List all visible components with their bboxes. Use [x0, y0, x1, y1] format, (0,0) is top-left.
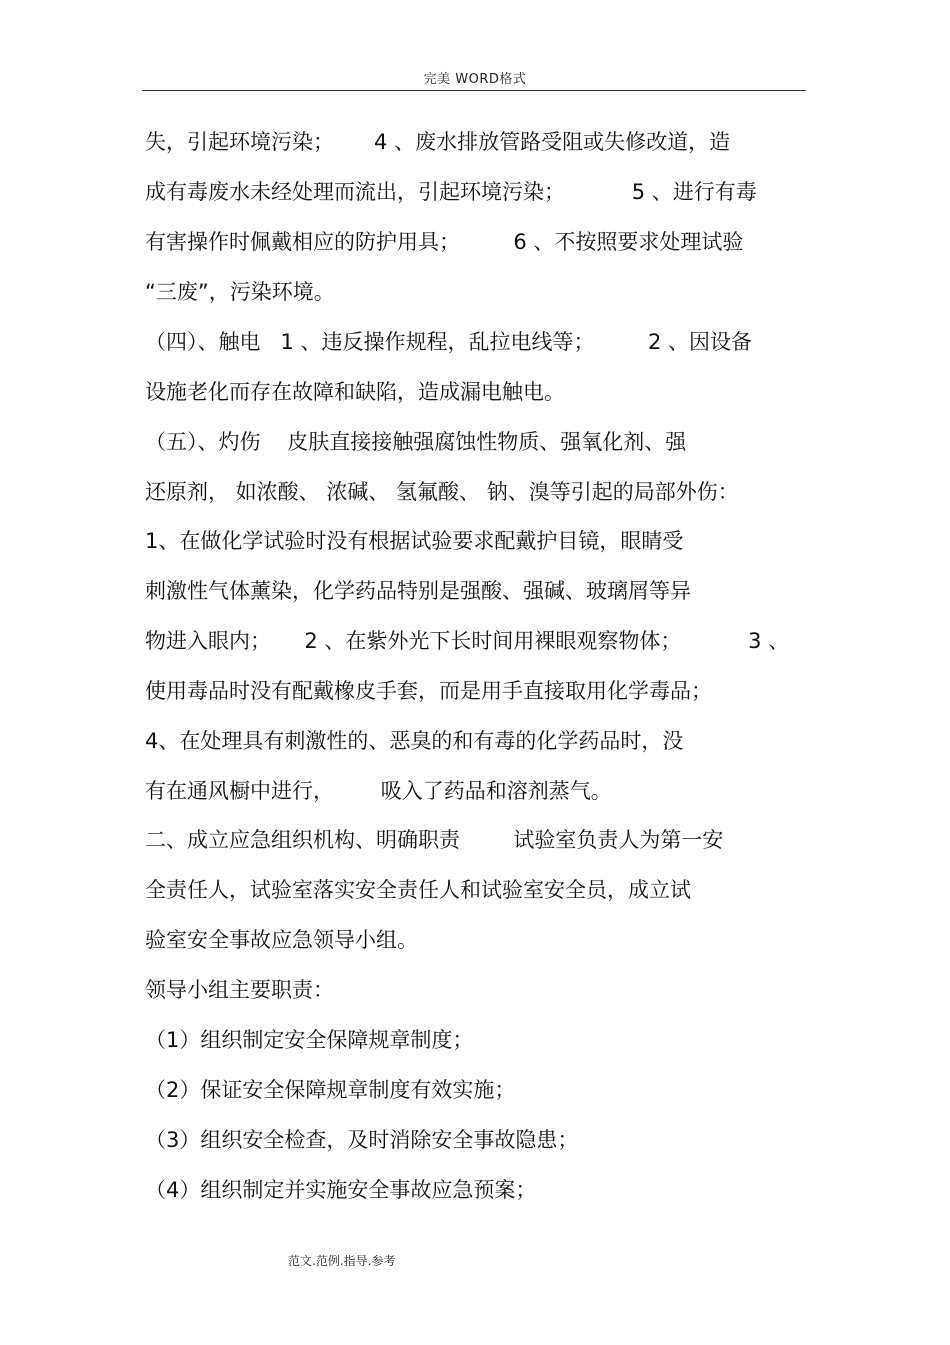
list-item: （2）保证安全保障规章制度有效实施；	[145, 1078, 516, 1102]
text-line: 全责任人，试验室落实安全责任人和试验室安全员，成立试	[145, 878, 691, 902]
text-line: 4、在处理具有刺激性的、恶臭的和有毒的化学药品时，没	[145, 729, 684, 753]
text-line: 验室安全事故应急领导小组。	[145, 928, 418, 952]
page-footer: 范文.范例.指导.参考	[288, 1254, 396, 1268]
text-line: 有害操作时佩戴相应的防护用具； 6 、不按照要求处理试验	[145, 230, 744, 254]
list-item: （3）组织安全检查，及时消除安全事故隐患；	[145, 1128, 579, 1152]
text-line: 使用毒品时没有配戴橡皮手套，而是用手直接取用化学毒品；	[145, 679, 712, 703]
text-line: 刺激性气体薰染，化学药品特别是强酸、强碱、玻璃屑等异	[145, 579, 691, 603]
text-line: 物进入眼内； 2 、在紫外光下长时间用裸眼观察物体； 3 、	[145, 629, 790, 653]
header-divider	[142, 90, 806, 91]
list-item: （1）组织制定安全保障规章制度；	[145, 1028, 474, 1052]
text-line: 还原剂， 如浓酸、 浓碱、 氢氟酸、 钠、溴等引起的局部外伤：	[145, 480, 739, 504]
text-line: 设施老化而存在故障和缺陷，造成漏电触电。	[145, 380, 565, 404]
text-line: 有在通风橱中进行， 吸入了药品和溶剂蒸气。	[145, 779, 612, 803]
text-line: 成有毒废水未经处理而流出，引起环境污染； 5 、进行有毒	[145, 180, 757, 204]
text-line: 二、成立应急组织机构、明确职责 试验室负责人为第一安	[145, 828, 724, 852]
text-line: 1、在做化学试验时没有根据试验要求配戴护目镜，眼睛受	[145, 529, 684, 553]
text-line: “三废”，污染环境。	[145, 280, 335, 304]
list-item: （4）组织制定并实施安全事故应急预案；	[145, 1178, 537, 1202]
text-line: （五）、灼伤 皮肤直接接触强腐蚀性物质、强氧化剂、强	[145, 430, 687, 454]
text-line: 领导小组主要职责：	[145, 978, 334, 1002]
text-line: 失，引起环境污染； 4 、废水排放管路受阻或失修改道，造	[145, 130, 731, 154]
text-line: （四）、触电 1 、违反操作规程，乱拉电线等； 2 、因设备	[145, 330, 752, 354]
page-header: 完美 WORD格式	[423, 72, 527, 87]
